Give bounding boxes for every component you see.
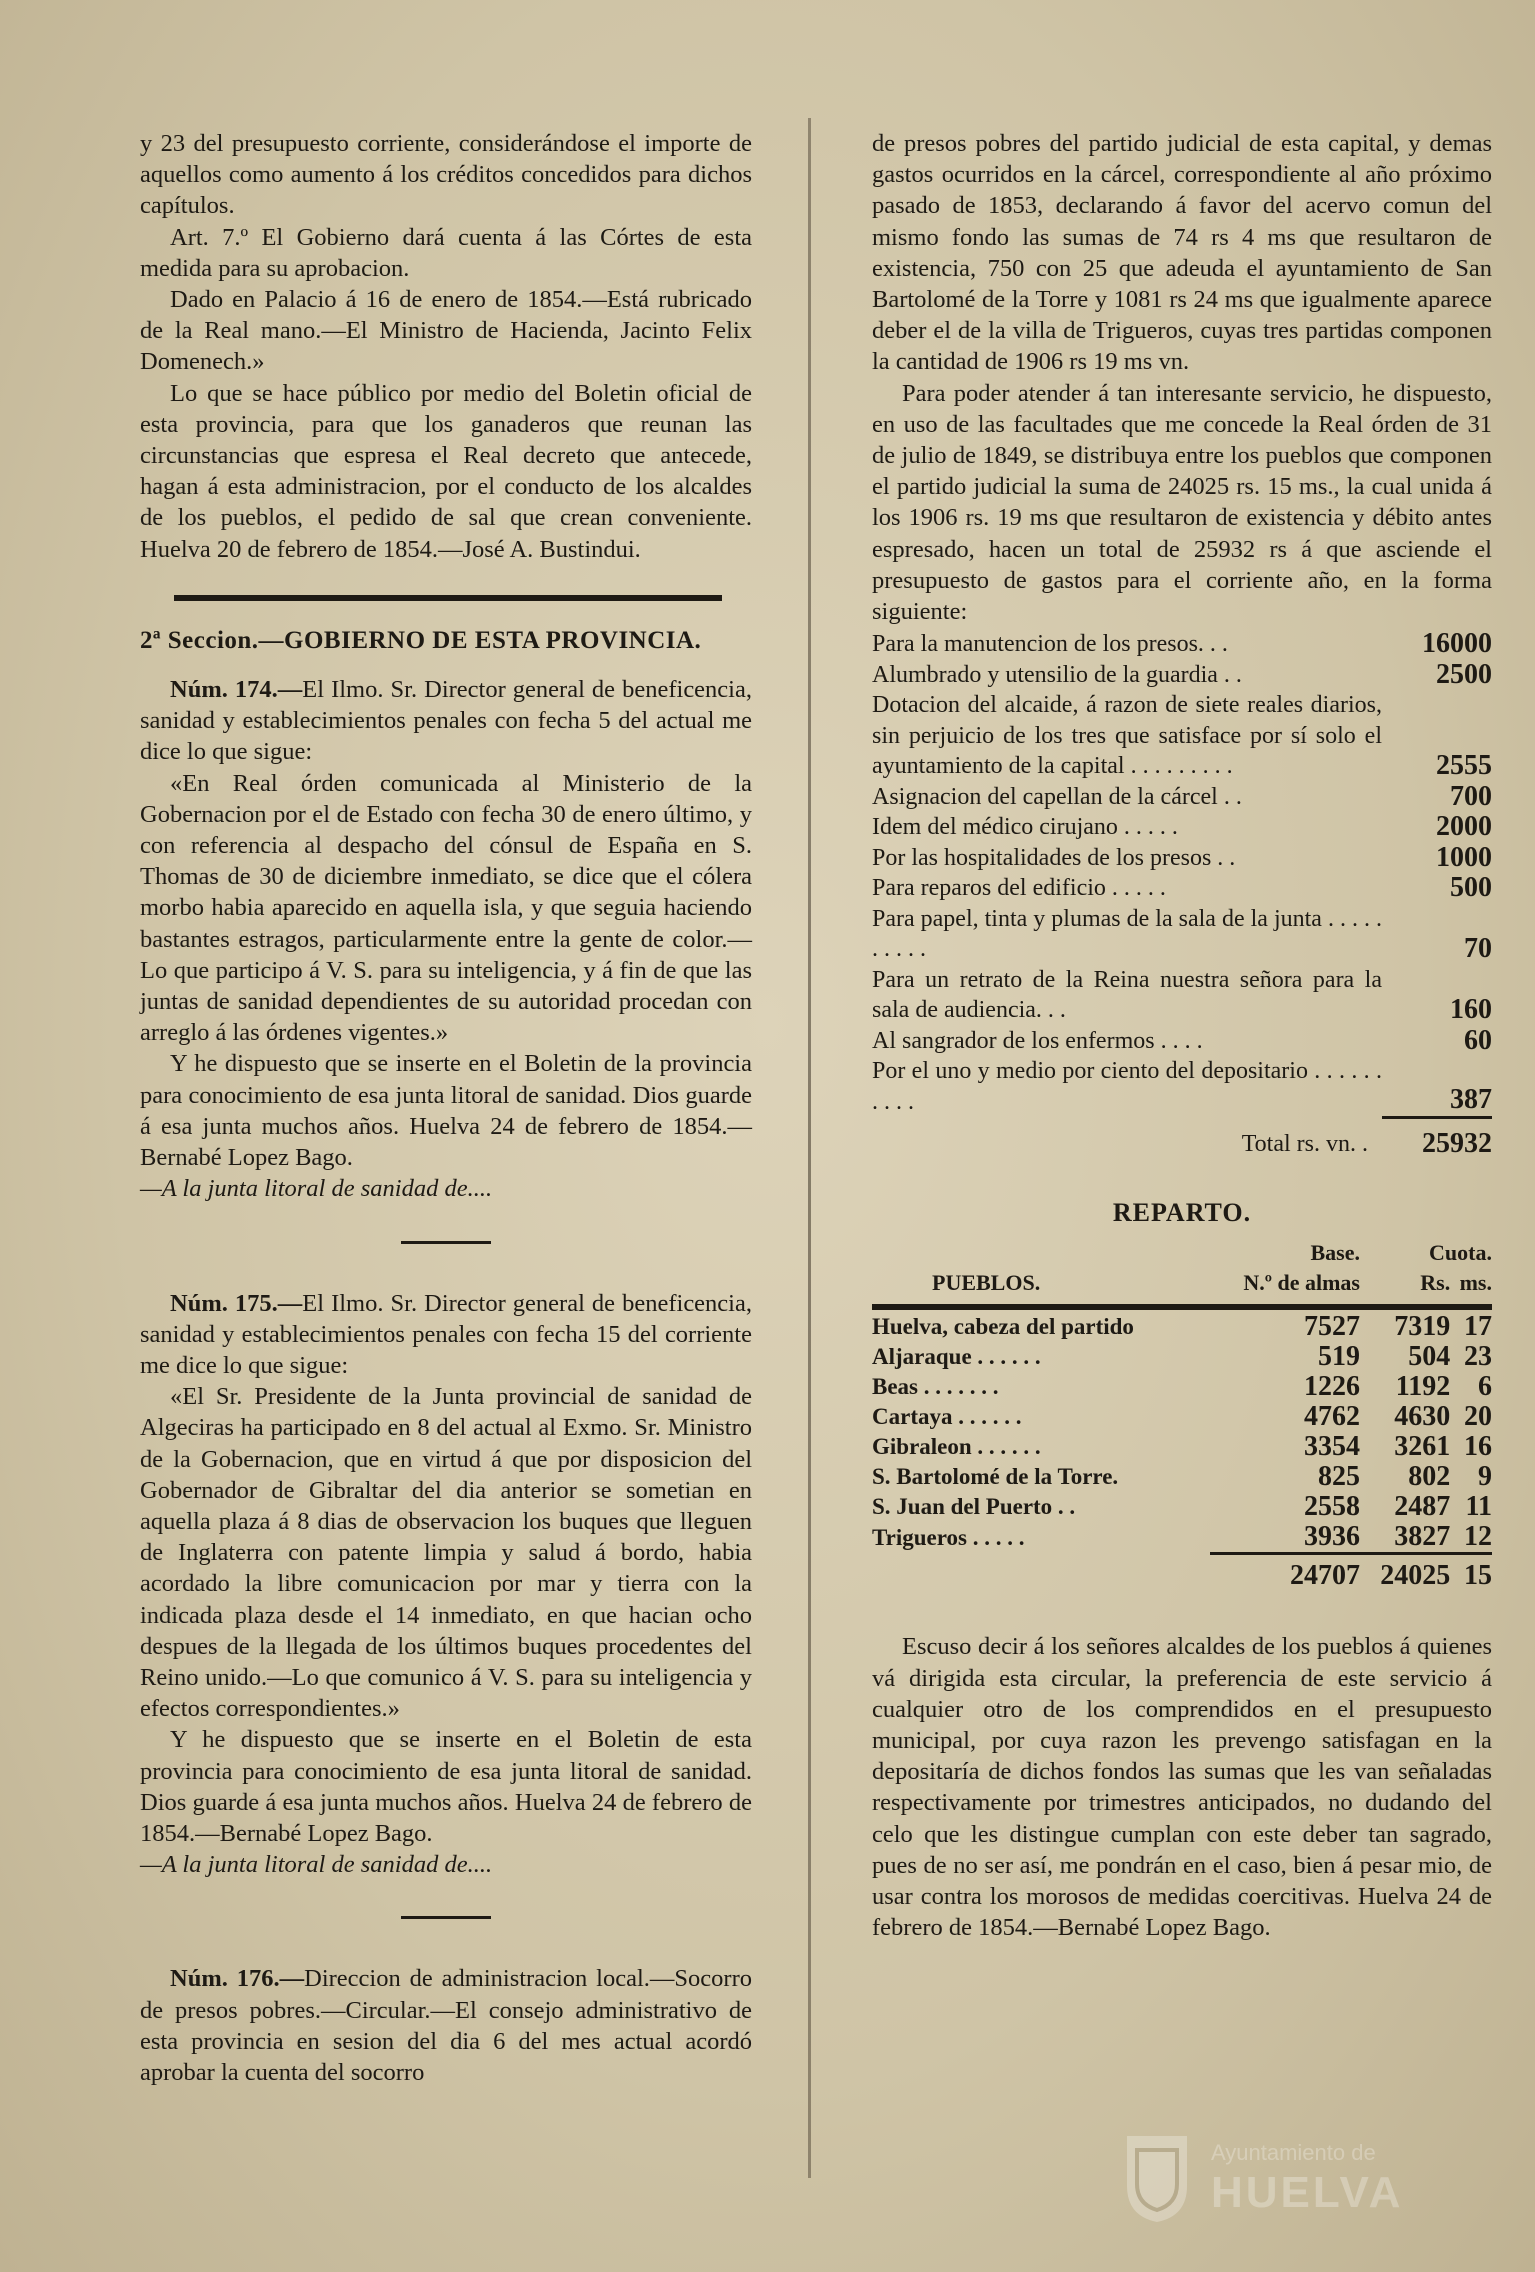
expense-table [872, 629, 1492, 1159]
expense-label: Por las hospitalidades de los presos . . [872, 844, 1236, 871]
almas-value: 3354 [1304, 1431, 1360, 1463]
expense-label: Para la manutencion de los presos. . . [872, 631, 1228, 658]
expense-row [872, 690, 1492, 782]
ms-value: 11 [1465, 1491, 1492, 1523]
expense-amount: 60 [1464, 1024, 1492, 1056]
paragraph-art7: Art. 7.º El Gobierno dará cuenta á las Córtes de esta medida para su aprobacion. [140, 223, 752, 282]
almas-value: 7527 [1304, 1311, 1360, 1343]
distribution-row [872, 1372, 1492, 1402]
expense-row [872, 812, 1492, 843]
rs-value: 7319 [1394, 1311, 1451, 1343]
expense-label: Para papel, tinta y plumas de la sala de la junta . . . . . . . . . . [872, 905, 1382, 963]
distribution-row [872, 1492, 1492, 1522]
distribution-row [872, 1432, 1492, 1462]
separator [401, 1916, 491, 1919]
column-divider [808, 118, 811, 2178]
notice-175-number: Núm. 175.— [170, 1289, 303, 1317]
expense-amount: 16000 [1422, 628, 1492, 660]
notice-175 [140, 1288, 752, 1382]
watermark-small-text: Ayuntamiento de [1211, 2140, 1376, 2165]
expense-amount: 70 [1464, 933, 1492, 965]
total-rs: 24025 [1360, 1554, 1450, 1592]
distribution-row [872, 1462, 1492, 1492]
left-column [140, 128, 752, 2088]
notice-174-number: Núm. 174.— [170, 676, 303, 704]
expense-row [872, 660, 1492, 691]
expense-row [872, 1056, 1492, 1117]
expense-amount: 700 [1450, 780, 1492, 812]
distribution-total-row [872, 1554, 1492, 1592]
expense-label: Para un retrato de la Reina nuestra señora para la sala de audiencia. . . [872, 966, 1382, 1024]
almas-value: 1226 [1304, 1371, 1360, 1403]
expense-row [872, 843, 1492, 874]
watermark [1121, 2130, 1461, 2226]
paragraph-publico: Lo que se hace público por medio del Boletin oficial de esta provincia, para que los ganaderos que reunan las circunstancias que espresa el Real decreto que antecede, hagan á esta administracion, por el conducto de los alcaldes de los pueblos, el pedido de sal que crean conveniente. Huelva 20 de febrero de 1854.—José A. Bustindui. [140, 379, 752, 563]
notice-175-quote: «El Sr. Presidente de la Junta provincial de sanidad de Algeciras ha participado en 8 del actual al Exmo. Sr. Ministro de la Gobernacion, que en virtud á que por disposicion del Gobernador de Gibraltar del dia anterior se sometian en aquella plaza á 8 dias de observacion los buques que lleguen de Inglaterra con patente limpia y salud á bordo, habia acordado la libre comunicacion por mar y tierra con la indicada plaza desde el 14 inmediato, en que hacian ocho despues de la llegada de los últimos buques procedentes del Reino unido.—Lo que comunico á V. S. para su inteligencia y efectos correspondientes.» [140, 1383, 752, 1723]
paragraph-continuation: de presos pobres del partido judicial de esta capital, y demas gastos ocurridos en la cárcel, correspondiente al año próximo pasado de 1853, declarando á favor del acervo comun del mismo fondo las sumas de 74 rs 4 ms que resultaron de existencia, 750 con 25 que adeuda el ayuntamiento de San Bartolomé de la Torre y 1081 rs 24 ms que igualmente aparece deber el de la villa de Trigueros, cuyas tres partidas componen la cantidad de 1906 rs 19 ms vn. [872, 130, 1492, 376]
rs-value: 3827 [1394, 1521, 1451, 1553]
ms-value: 20 [1464, 1401, 1492, 1433]
distribution-table [872, 1238, 1492, 1591]
crest-icon [1121, 2130, 1193, 2226]
expense-row [872, 782, 1492, 813]
expense-row [872, 965, 1492, 1026]
distribution-row [872, 1342, 1492, 1372]
ms-value: 9 [1478, 1461, 1492, 1493]
ms-value: 17 [1464, 1311, 1492, 1343]
expense-amount: 387 [1450, 1084, 1492, 1116]
paragraph-dado: Dado en Palacio á 16 de enero de 1854.—Está rubricado de la Real mano.—El Ministro de Hacienda, Jacinto Felix Domenech.» [140, 286, 752, 376]
expense-label: Alumbrado y utensilio de la guardia . . [872, 661, 1242, 688]
expense-label: Para reparos del edificio . . . . . [872, 875, 1166, 902]
watermark-big-text: HUELVA [1211, 2168, 1404, 2217]
expense-amount: 2500 [1436, 658, 1492, 690]
header-cuota: Cuota. [1429, 1240, 1492, 1266]
rs-value: 3261 [1394, 1431, 1451, 1463]
pueblo-name: S. Bartolomé de la Torre. [872, 1464, 1119, 1490]
paragraph-atender: Para poder atender á tan interesante servicio, he dispuesto, en uso de las facultades que me concede la Real órden de 31 de julio de 1849, se distribuya entre los pueblos que componen el partido judicial la suma de 24025 rs. 15 ms., la cual unida á los 1906 rs. 19 ms que resultaron de existencia y débito antes espresado, hacen un total de 25932 rs á que asciende el presupuesto de gastos para el corriente año, en la forma siguiente: [872, 379, 1492, 626]
expense-amount: 500 [1450, 872, 1492, 904]
rs-value: 2487 [1394, 1491, 1451, 1523]
paragraph-escuso: Escuso decir á los señores alcaldes de los pueblos á quienes vá dirigida esta circular, la preferencia de este servicio á cualquier otro de los comprendidos en el presupuesto municipal, por cuya razon les prevengo satisfagan en la depositaría de dichos fondos las sumas que les van señaladas respectivamente por trimestres anticipados, no dudando del celo que les distingue cumplan con este deber tan sagrado, pues de no ser así, me pondrán en el caso, bien á pesar mio, de usar contra los morosos de medidas coercitivas. Huelva 24 de febrero de 1854.—Bernabé Lopez Bago. [872, 1633, 1492, 1942]
expense-row [872, 873, 1492, 904]
ms-value: 6 [1478, 1371, 1492, 1403]
header-rs: Rs. [1420, 1270, 1451, 1296]
notice-174-intro: El Ilmo. Sr. Director general de beneficencia, sanidad y establecimientos penales con fecha 5 del actual me dice lo que sigue: [140, 676, 752, 766]
header-ms: ms. [1459, 1270, 1492, 1296]
rs-value: 504 [1408, 1341, 1451, 1373]
expense-label: Asignacion del capellan de la cárcel . . [872, 783, 1242, 810]
notice-174-recipient: —A la junta litoral de sanidad de.... [140, 1175, 493, 1203]
expense-label: Dotacion del alcaide, á razon de siete reales diarios, sin perjuicio de los tres que satisface por sí solo el ayuntamiento de la capital . . . . . . . . . [872, 692, 1382, 780]
notice-176-text: Direccion de administracion local.—Socorro de presos pobres.—Circular.—El consejo administrativo de esta provincia en sesion del dia 6 del mes actual acordó aprobar la cuenta del socorro [140, 1965, 752, 2086]
ms-value: 12 [1464, 1521, 1492, 1553]
pueblo-name: Trigueros . . . . . [872, 1525, 1025, 1551]
expense-label: Idem del médico cirujano . . . . . [872, 814, 1178, 841]
expense-total-label: Total rs. vn. . [1241, 1130, 1368, 1157]
distribution-row [872, 1402, 1492, 1432]
distribution-row [872, 1312, 1492, 1342]
expense-row [872, 629, 1492, 660]
pueblo-name: S. Juan del Puerto . . [872, 1494, 1076, 1520]
almas-value: 825 [1318, 1461, 1360, 1493]
notice-176-number: Núm. 176.— [170, 1965, 305, 1993]
almas-value: 2558 [1304, 1491, 1360, 1523]
ms-value: 23 [1464, 1341, 1492, 1373]
expense-label: Al sangrador de los enfermos . . . . [872, 1027, 1203, 1054]
notice-176 [140, 1963, 752, 2088]
reparto-title: REPARTO. [1112, 1198, 1252, 1228]
total-almas: 24707 [1210, 1554, 1360, 1592]
almas-value: 519 [1318, 1341, 1360, 1373]
rs-value: 802 [1408, 1461, 1451, 1493]
table-rule [872, 1298, 1492, 1312]
expense-amount: 160 [1450, 994, 1492, 1026]
pueblo-name: Beas . . . . . . . [872, 1374, 999, 1400]
expense-amount: 2000 [1436, 811, 1492, 843]
almas-value: 4762 [1304, 1401, 1360, 1433]
section-title: 2ª Seccion.—GOBIERNO DE ESTA PROVINCIA. [140, 626, 702, 654]
expense-row [872, 1026, 1492, 1057]
expense-amount: 2555 [1436, 750, 1492, 782]
header-base: Base. [1310, 1240, 1360, 1266]
header-pueblos: PUEBLOS. [932, 1270, 1041, 1296]
right-column [872, 128, 1492, 1943]
notice-175-recipient: —A la junta litoral de sanidad de.... [140, 1851, 493, 1879]
section-rule [174, 595, 722, 601]
header-almas: N.º de almas [1243, 1270, 1360, 1296]
pueblo-name: Cartaya . . . . . . [872, 1404, 1022, 1430]
pueblo-name: Huelva, cabeza del partido [872, 1314, 1134, 1340]
pueblo-name: Aljaraque . . . . . . [872, 1344, 1041, 1370]
rs-value: 4630 [1394, 1401, 1451, 1433]
almas-value: 3936 [1304, 1521, 1360, 1553]
rs-value: 1192 [1395, 1371, 1451, 1403]
notice-174-quote: «En Real órden comunicada al Ministerio de la Gobernacion por el de Estado con fecha 30 de enero último, y con referencia al despacho del cónsul de España en S. Thomas de 30 de diciembre inmediato, se dice que el cólera morbo habia aparecido en aquella isla, y que seguia haciendo bastantes estragos, particularmente entre la gente de color.—Lo que participo á V. S. para su inteligencia, y á fin de que las juntas de sanidad dependientes de su autoridad procedan con arreglo á las órdenes vigentes.» [140, 769, 752, 1047]
pueblo-name: Gibraleon . . . . . . [872, 1434, 1041, 1460]
total-ms: 15 [1450, 1554, 1492, 1592]
notice-174-order: Y he dispuesto que se inserte en el Boletin de la provincia para conocimiento de esa junta litoral de sanidad. Dios guarde á esa junta muchos años. Huelva 24 de febrero de 1854.—Bernabé Lopez Bago. [140, 1050, 752, 1172]
expense-label: Por el uno y medio por ciento del depositario . . . . . . . . . . [872, 1058, 1382, 1115]
distribution-row [872, 1522, 1492, 1554]
separator [401, 1241, 491, 1244]
expense-amount: 1000 [1436, 841, 1492, 873]
expense-row [872, 904, 1492, 965]
notice-175-intro: El Ilmo. Sr. Director general de beneficencia, sanidad y establecimientos penales con fecha 15 del corriente me dice lo que sigue: [140, 1289, 752, 1379]
expense-total-row [872, 1117, 1492, 1159]
ms-value: 16 [1464, 1431, 1492, 1463]
paragraph-intro: y 23 del presupuesto corriente, considerándose el importe de aquellos como aumento á los créditos concedidos para dichos capítulos. [140, 130, 752, 220]
expense-total-amount: 25932 [1382, 1117, 1492, 1159]
notice-174 [140, 674, 752, 768]
notice-175-order: Y he dispuesto que se inserte en el Boletin de esta provincia para conocimiento de esa junta litoral de sanidad. Dios guarde á esa junta muchos años. Huelva 24 de febrero de 1854.—Bernabé Lopez Bago. [140, 1726, 752, 1847]
